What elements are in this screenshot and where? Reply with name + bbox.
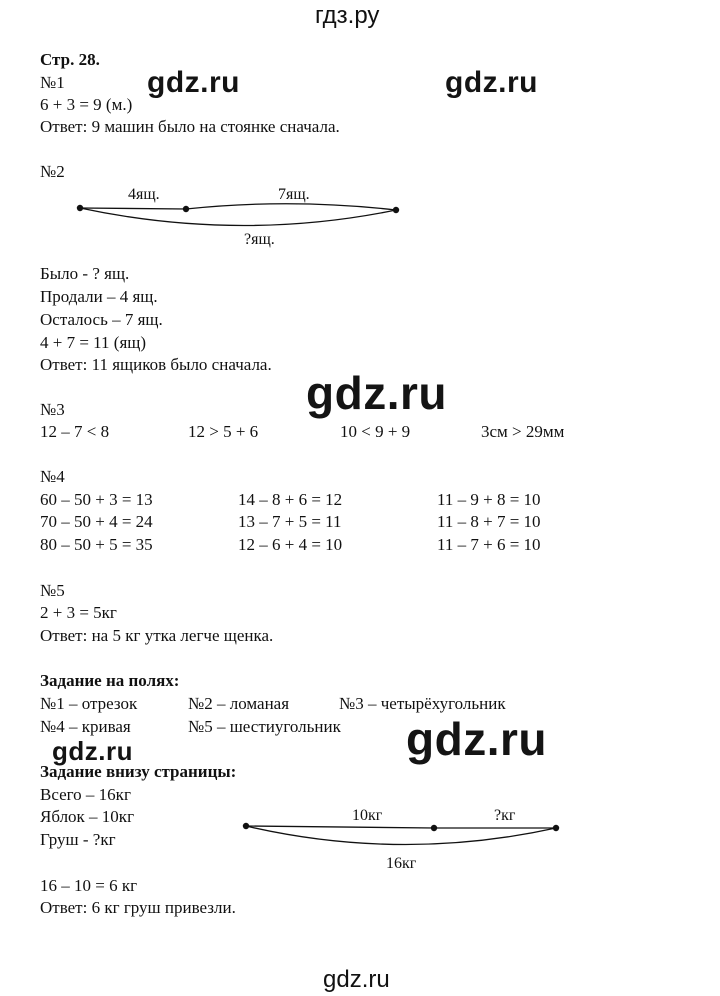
task2-label-seg1: 4ящ.: [128, 186, 160, 203]
bottom-brace-total: [246, 826, 556, 845]
task3-item-3: 10 < 9 + 9: [340, 422, 411, 441]
task3-item-2: 12 > 5 + 6: [188, 422, 259, 441]
task2-point-b: [183, 206, 189, 212]
task4-r1c2: 14 – 8 + 6 = 12: [238, 490, 343, 509]
task2-number: №2: [40, 162, 65, 181]
margins-item-2: №2 – ломаная: [188, 694, 290, 713]
bottom-point-c: [553, 825, 559, 831]
page-title: Стр. 28.: [40, 50, 100, 69]
task2-segment-2: [186, 204, 396, 210]
margins-item-5: №5 – шестиугольник: [188, 717, 341, 736]
site-watermark-top: гдз.ру: [315, 2, 380, 29]
task3-number: №3: [40, 400, 65, 419]
task4-r3c1: 80 – 50 + 5 = 35: [40, 535, 153, 554]
task4-r2c2: 13 – 7 + 5 = 11: [238, 512, 342, 531]
bottom-point-a: [243, 823, 249, 829]
bottom-task-line-3: Груш - ?кг: [40, 830, 116, 849]
site-watermark-bottom: gdz.ru: [323, 966, 390, 993]
margins-item-4: №4 – кривая: [40, 717, 131, 736]
task1-answer: Ответ: 9 машин было на стоянке сначала.: [40, 117, 340, 136]
watermark-3: gdz.ru: [306, 367, 447, 419]
task5-number: №5: [40, 581, 65, 600]
bottom-point-b: [431, 825, 437, 831]
bottom-label-seg2: ?кг: [494, 807, 516, 824]
task4-r3c3: 11 – 7 + 6 = 10: [437, 535, 541, 554]
task3-item-4: 3см > 29мм: [481, 422, 565, 441]
task2-equation: 4 + 7 = 11 (ящ): [40, 333, 147, 352]
bottom-task-equation: 16 – 10 = 6 кг: [40, 876, 138, 895]
task2-segment-1: [80, 208, 186, 209]
task4-r2c3: 11 – 8 + 7 = 10: [437, 512, 541, 531]
task2-point-a: [77, 205, 83, 211]
margins-item-3: №3 – четырёхугольник: [339, 694, 506, 713]
bottom-task-heading: Задание внизу страницы:: [40, 762, 237, 781]
task2-point-c: [393, 207, 399, 213]
bottom-label-total: 16кг: [386, 855, 417, 872]
task2-line-3: Осталось – 7 ящ.: [40, 310, 163, 329]
task5-answer: Ответ: на 5 кг утка легче щенка.: [40, 626, 274, 645]
task2-label-total: ?ящ.: [244, 231, 275, 248]
task4-r1c1: 60 – 50 + 3 = 13: [40, 490, 153, 509]
task2-answer: Ответ: 11 ящиков было сначала.: [40, 355, 272, 374]
task2-label-seg2: 7ящ.: [278, 186, 310, 203]
bottom-label-seg1: 10кг: [352, 807, 383, 824]
task4-r3c2: 12 – 6 + 4 = 10: [238, 535, 343, 554]
task2-line-1: Было - ? ящ.: [40, 264, 130, 283]
bottom-task-answer: Ответ: 6 кг груш привезли.: [40, 898, 236, 917]
bottom-segment-1: [246, 826, 434, 828]
task4-number: №4: [40, 467, 65, 486]
bottom-segment-diagram: [226, 800, 586, 876]
bottom-task-line-1: Всего – 16кг: [40, 785, 131, 804]
task3-item-1: 12 – 7 < 8: [40, 422, 110, 441]
watermark-2: gdz.ru: [445, 66, 538, 99]
task4-r1c3: 11 – 9 + 8 = 10: [437, 490, 541, 509]
task2-segment-diagram: [60, 176, 430, 252]
task5-equation: 2 + 3 = 5кг: [40, 603, 117, 622]
watermark-5: gdz.ru: [52, 736, 133, 766]
task1-number: №1: [40, 73, 65, 92]
task2-line-2: Продали – 4 ящ.: [40, 287, 158, 306]
watermark-1: gdz.ru: [147, 66, 240, 99]
margins-item-1: №1 – отрезок: [40, 694, 138, 713]
task1-equation: 6 + 3 = 9 (м.): [40, 95, 133, 114]
bottom-task-line-2: Яблок – 10кг: [40, 807, 135, 826]
task2-brace-total: [80, 208, 396, 226]
task4-r2c1: 70 – 50 + 4 = 24: [40, 512, 153, 531]
margins-heading: Задание на полях:: [40, 671, 180, 690]
watermark-4: gdz.ru: [406, 713, 547, 765]
